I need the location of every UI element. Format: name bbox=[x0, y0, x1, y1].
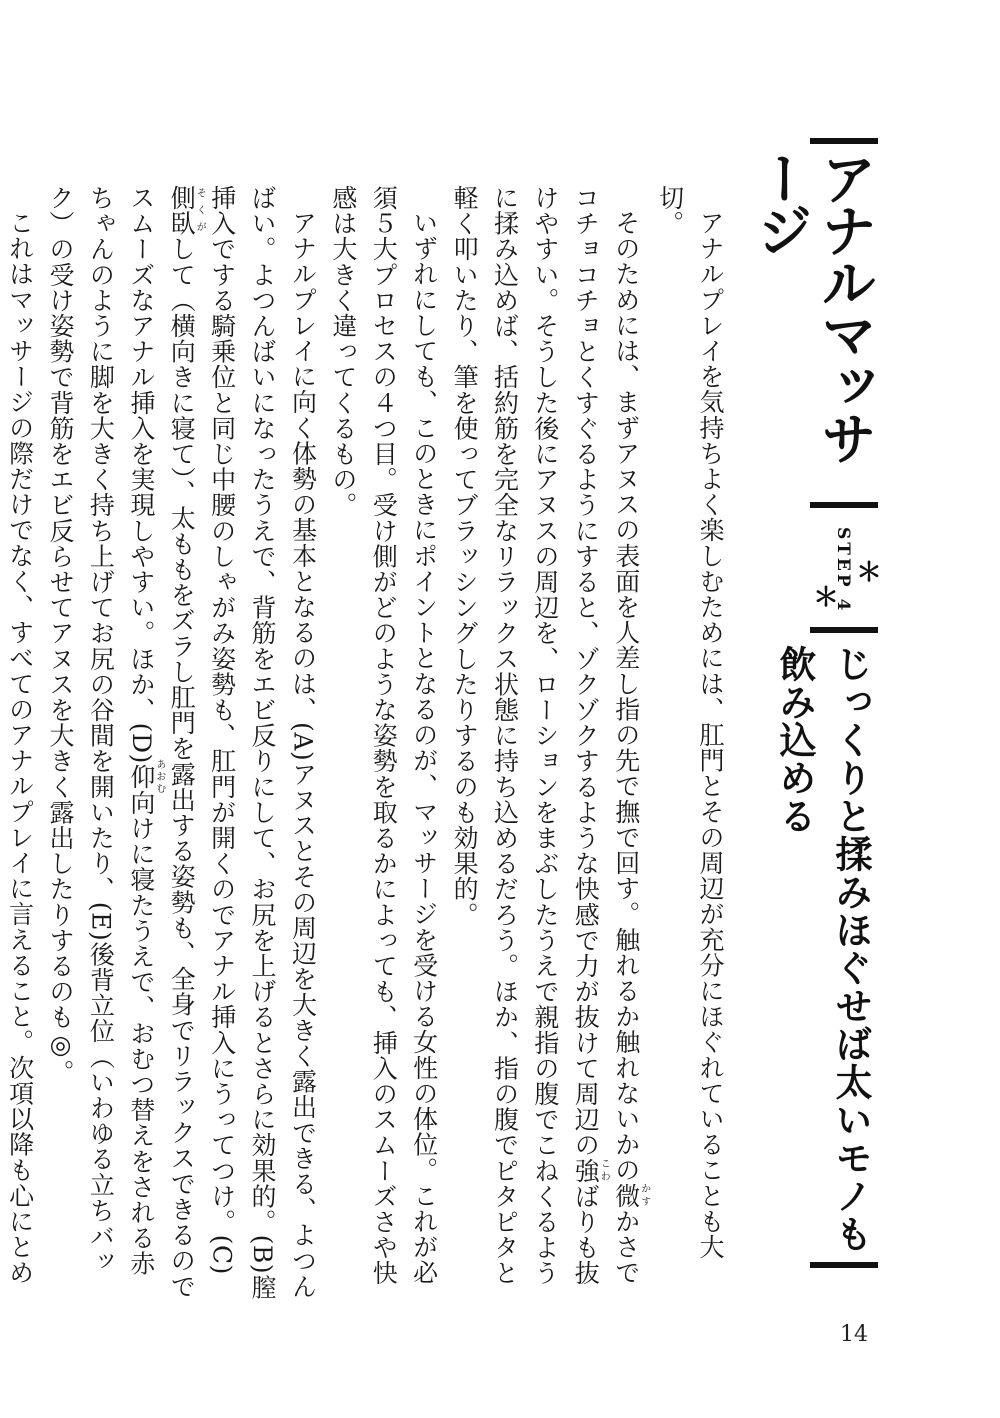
step-star-icon: ＊ bbox=[813, 583, 840, 613]
paragraph: これはマッサージの際だけでなく、すべてのアナルプレイに言えること。次項以降も心にとめ bbox=[5, 210, 35, 1286]
subtitle-bottom-rule bbox=[810, 1262, 878, 1268]
subtitle: じっくりと揉みほぐせば太いモノも飲み込める bbox=[773, 645, 872, 1253]
ruby-annotation: 仰あおむ bbox=[126, 758, 165, 795]
paragraph: アナルプレイを気持ちよく楽しむためには、肛門とその周辺が充分にほぐれていることも大切。 bbox=[655, 185, 725, 1260]
ruby-annotation: 微かす bbox=[611, 1182, 650, 1209]
page-number: 14 bbox=[840, 1322, 868, 1347]
ruby-annotation: 側臥そくが bbox=[167, 185, 206, 237]
paragraph: そのためには、まずアヌスの表面を人差し指の先で撫で回す。触れるか触れないかの微かすかさでコチョコチョとくすぐるようにすると、ゾクゾクするような快感で力が抜けて周辺の強こわばりも抜けやすい。そうした後にアヌスの周辺を、ローションをまぶしたうえで親指の腹でこねくるように揉み込めば、括約筋を完全なリラックス状態に持ち込めるだろう。ほか、指の腹でピタピタと軽く叩いたり、筆を使ってブラッシングしたりするのも効果的。 bbox=[450, 185, 650, 1286]
step-label: STEP 4 bbox=[833, 527, 853, 614]
step-star-icon: ＊ bbox=[856, 558, 883, 588]
paragraph: アナルプレイに向く体勢の基本となるのは、(A)アヌスとその周辺を大きく露出できる、よつんばい。よつんばいになったうえで、背筋をエビ反りにして、お尻を上げるとさらに効果的。(B)膣挿入でする騎乗位と同じ中腰のしゃがみ姿勢も、肛門が開くのでアナル挿入にうってつけ。(C)側臥そくがして（横向きに寝て）、太ももをズラし肛門を露出する姿勢も、全身でリラックスできるのでスムーズなアナル挿入を実現しやすい。ほか、(D)仰あおむ向けに寝たうえで、おむつ替えをされる赤ちゃんのように脚を大きく持ち上げてお尻の谷間を開いたり、(E)後背立位（いわゆる立ちバック）の受け姿勢で背筋をエビ反らせてアヌスを大きく露出したりするのも◎。 bbox=[46, 185, 318, 1300]
paragraph: いずれにしても、このときにポイントとなるのが、マッサージを受ける女性の体位。これが必須５大プロセスの４つ目。受け側がどのような姿勢を取るかによっても、挿入のスムーズさや快感は大きく違ってくるもの。 bbox=[328, 185, 439, 1286]
subtitle-top-rule bbox=[810, 627, 878, 633]
title-top-rule bbox=[810, 138, 878, 144]
ruby-annotation: 強こわ bbox=[571, 1157, 610, 1184]
title-bottom-rule bbox=[810, 502, 878, 508]
chapter-title: アナルマッサージ bbox=[748, 150, 877, 462]
article-body bbox=[5, 185, 730, 1300]
